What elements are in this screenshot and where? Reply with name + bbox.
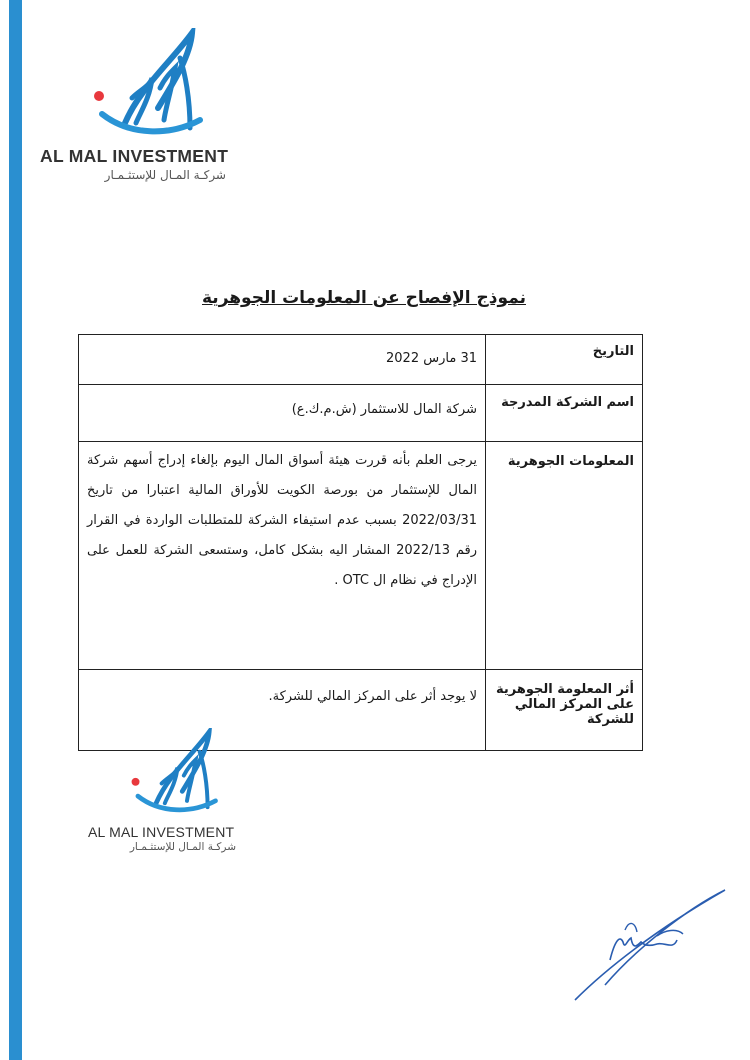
- logo-mark-icon: [88, 728, 248, 823]
- company-name-value: شركة المال للاستثمار (ش.م.ك.ع): [79, 385, 486, 442]
- signature-icon: [565, 880, 735, 1010]
- disclosure-table: [78, 334, 643, 751]
- financial-impact-label: أثر المعلومة الجوهرية على المركز المالي للشركة: [486, 670, 643, 751]
- logo-mark-icon: [40, 28, 240, 148]
- financial-impact-value: لا يوجد أثر على المركز المالي للشركة.: [79, 670, 486, 751]
- brand-name-ar: شركـة المـال للإستثـمـار: [129, 841, 236, 853]
- date-label: التاريخ: [486, 335, 643, 385]
- material-info-label: المعلومات الجوهرية: [486, 442, 643, 670]
- table-row-material-info: [79, 442, 643, 670]
- company-logo-bottom: [88, 728, 248, 858]
- document-title: نموذج الإفصاح عن المعلومات الجوهرية: [202, 288, 526, 308]
- table-row-date: [79, 335, 643, 385]
- brand-name-ar: شركـة المـال للإستثـمـار: [104, 168, 226, 182]
- material-info-value: يرجى العلم بأنه قررت هيئة أسواق المال اليوم بإلغاء إدراج أسهم شركة المال للإستثمار من بورصة الكويت للأوراق المالية اعتبارا من تاريخ 2022/03/31 بسبب عدم استيفاء الشركة للمتطلبات الواردة في القرار رقم 2022/13 المشار اليه بشكل كامل، وستسعى الشركة للعمل على الإدراج في نظام ال OTC .: [79, 442, 486, 670]
- brand-name-en: AL MAL INVESTMENT: [40, 146, 229, 166]
- company-name-label: اسم الشركة المدرجة: [486, 385, 643, 442]
- brand-name-en: AL MAL INVESTMENT: [88, 824, 235, 840]
- company-logo-top: [40, 28, 240, 188]
- table-row-company: [79, 385, 643, 442]
- date-value: 31 مارس 2022: [79, 335, 486, 385]
- left-accent-bar: [9, 0, 22, 1060]
